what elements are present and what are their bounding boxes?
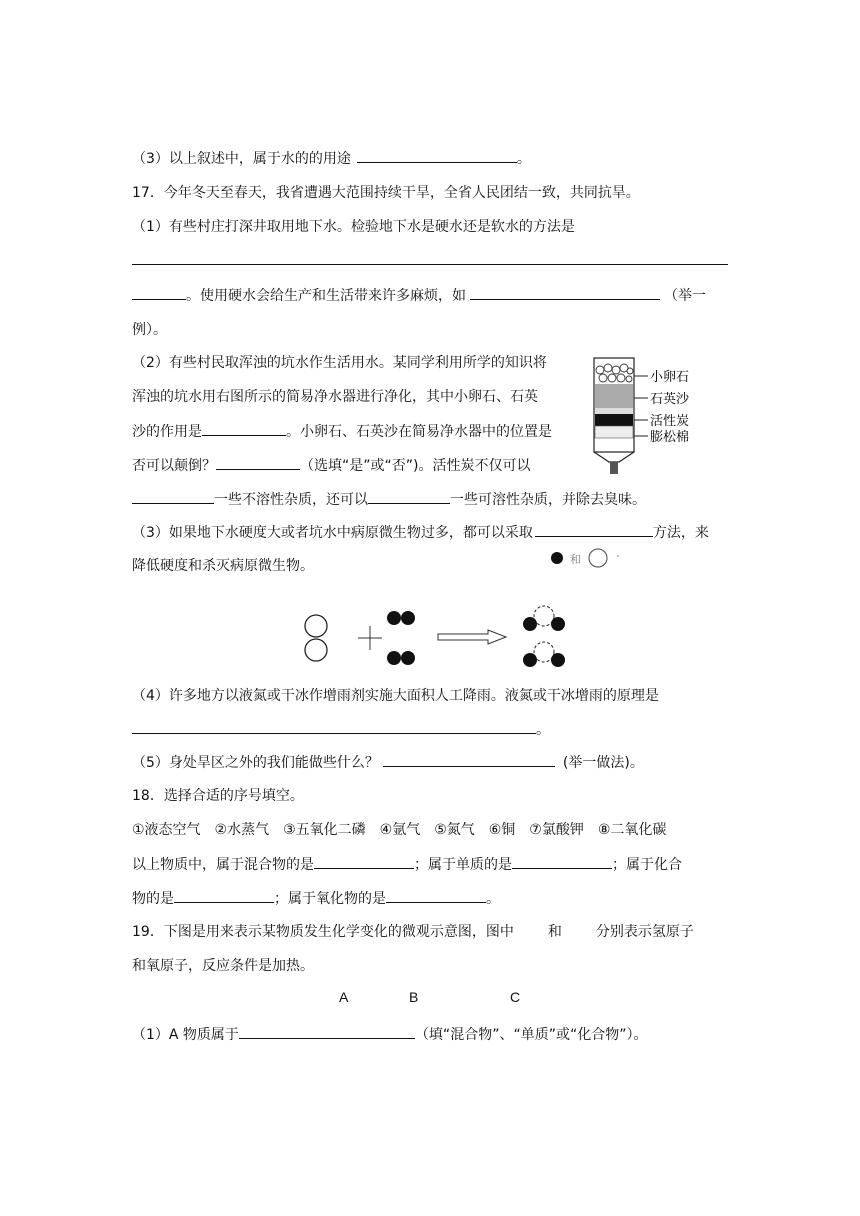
q17-part3-end: 降低硬度和杀灭病原微生物。 <box>132 558 314 574</box>
filter-label: 活性炭 <box>650 414 690 429</box>
reaction-diagram <box>292 600 582 680</box>
filter-label: 膨松棉 <box>650 430 690 445</box>
molecule-c <box>523 606 565 667</box>
sand-layer <box>595 384 633 408</box>
pebble-layer <box>596 364 633 382</box>
q17-stem: 17．今年冬天至春天，我省遭遇大范围持续干旱，全省人民团结一致，共同抗旱。 <box>132 185 640 201</box>
q17-part2-line1: （2）有些村民取浑浊的坑水作生活用水。某同学利用所学的知识将 <box>132 355 547 371</box>
diagram-label-b: B <box>409 989 419 1005</box>
molecule-a <box>305 615 327 661</box>
answer-blank[interactable] <box>314 854 414 869</box>
filter-label: 小卵石 <box>650 370 690 385</box>
answer-blank[interactable] <box>535 522 653 537</box>
molecule-b <box>387 611 415 665</box>
answer-blank[interactable] <box>386 888 486 903</box>
q17-part4-cont: 。 <box>132 719 550 740</box>
filter-label: 石英沙 <box>650 392 690 407</box>
q18-line2: 物的是 ；属于氧化物的是 。 <box>132 888 500 909</box>
reaction-arrow-icon <box>438 630 506 644</box>
q17-part1: （1）有些村庄打深井取用地下水。检验地下水是硬水还是软水的方法是 <box>132 219 575 235</box>
atom-legend-fragment <box>546 545 626 571</box>
q17-part2-line4: 否可以颠倒？ （选填“是”或“否”)。活性炭不仅可以 <box>132 455 530 476</box>
answer-blank[interactable] <box>383 752 555 767</box>
answer-blank[interactable] <box>357 148 517 163</box>
answer-blank[interactable] <box>202 421 286 436</box>
answer-blank[interactable] <box>512 854 612 869</box>
oxygen-atom-icon <box>551 552 563 564</box>
carbon-layer <box>595 414 633 426</box>
q17-part5: （5）身处旱区之外的我们能做些什么？ (举一做法)。 <box>132 752 644 773</box>
q16-part3: （3）以上叙述中，属于水的的用途 。 <box>132 148 531 169</box>
q17-part4: （4）许多地方以液氮或干冰作增雨剂实施大面积人工降雨。液氮或干冰增雨的原理是 <box>132 688 659 704</box>
plus-icon <box>358 626 382 650</box>
q17-part2-line3: 沙的作用是 。小卵石、石英沙在简易净水器中的位置是 <box>132 421 552 442</box>
q18-line1: 以上物质中，属于混合物的是 ；属于单质的是 ；属于化合 <box>132 854 682 875</box>
q18-stem: 18．选择合适的序号填空。 <box>132 788 304 804</box>
q17-part3: （3）如果地下水硬度大或者坑水中病原微生物过多，都可以采取 方法，来 <box>132 522 709 543</box>
q19-stem-line1: 19．下图是用来表示某物质发生化学变化的微观示意图，图中 和 分别表示氢原子 <box>132 924 694 940</box>
cotton-layer <box>595 426 633 438</box>
q17-part2-line5: 一些不溶性杂质，还可以 一些可溶性杂质，并除去臭味。 <box>132 489 646 510</box>
answer-blank[interactable] <box>239 1024 415 1039</box>
answer-blank[interactable] <box>368 489 450 504</box>
hydrogen-atom-icon <box>589 549 607 567</box>
answer-blank[interactable] <box>216 455 300 470</box>
answer-blank[interactable] <box>470 285 660 300</box>
q18-items: ①液态空气 ②水蒸气 ③五氧化二磷 ④氩气 ⑤氮气 ⑥铜 ⑦氯酸钾 ⑧二氧化碳 <box>132 822 667 838</box>
answer-blank-full[interactable] <box>132 264 728 265</box>
q17-part1-cont: 。使用硬水会给生产和生活带来许多麻烦，如 （举一 <box>132 285 706 306</box>
diagram-label-c: C <box>510 989 521 1005</box>
answer-blank[interactable] <box>132 489 214 504</box>
answer-blank[interactable] <box>132 285 186 300</box>
q19-part1: （1）A 物质属于 （填“混合物”、“单质”或“化合物”）。 <box>132 1024 647 1045</box>
q19-stem-line2: 和氧原子，反应条件是加热。 <box>132 958 314 974</box>
answer-blank[interactable] <box>132 719 536 734</box>
diagram-label-a: A <box>339 989 349 1005</box>
q17-part1-end: 例）。 <box>132 322 167 338</box>
answer-blank[interactable] <box>174 888 274 903</box>
q17-part2-line2: 浑浊的坑水用右图所示的简易净水器进行净化，其中小卵石、石英 <box>132 389 538 405</box>
water-filter-figure <box>586 354 698 478</box>
svg-text:和: 和 <box>570 553 581 566</box>
